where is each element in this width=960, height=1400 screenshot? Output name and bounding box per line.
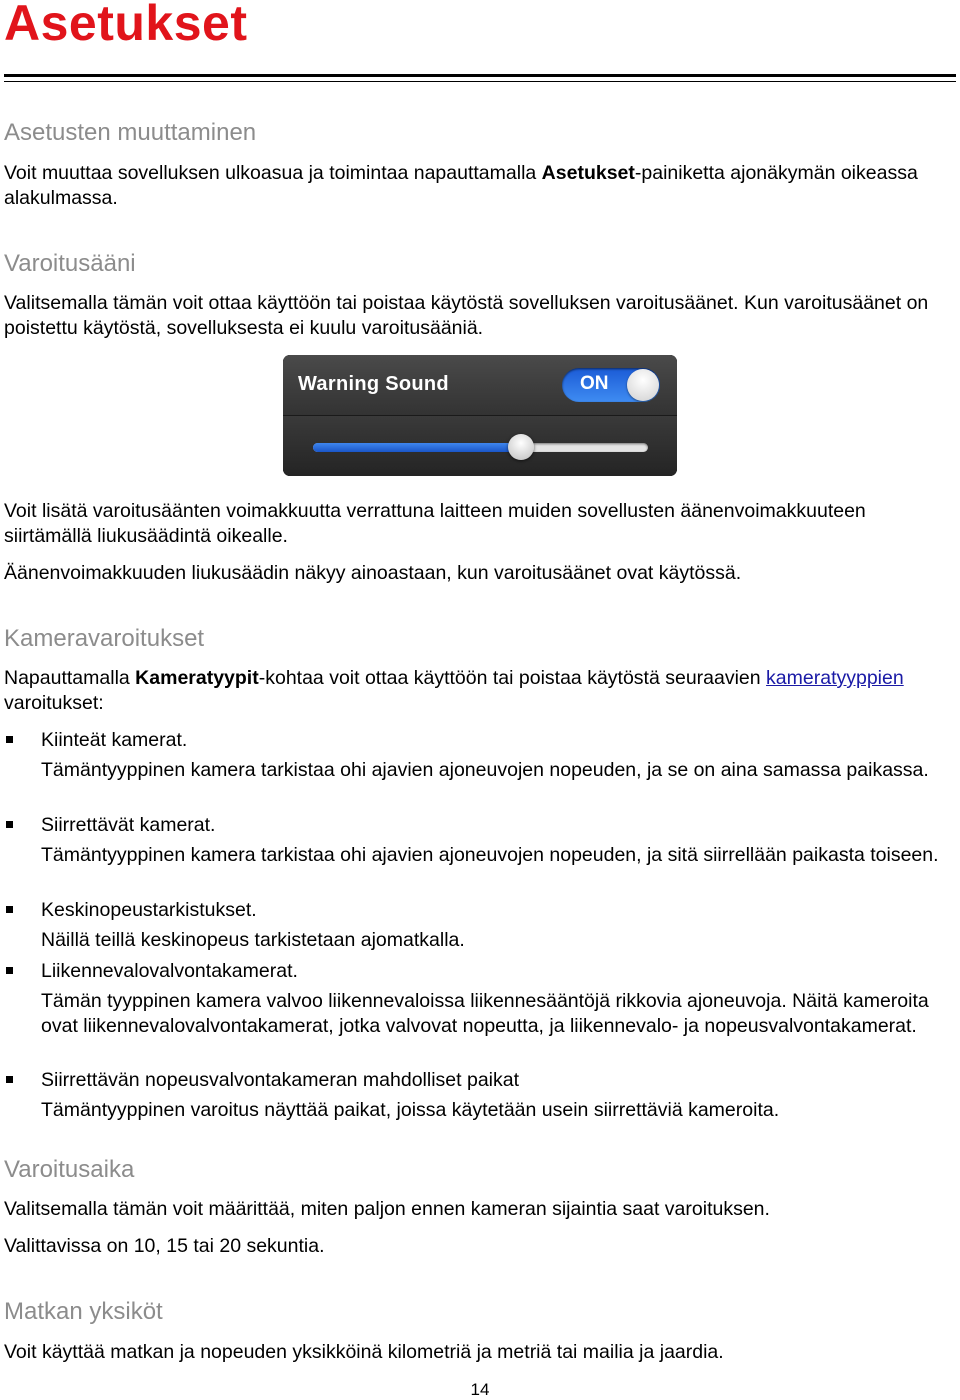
bullet-icon: [6, 967, 13, 974]
paragraph-warning-sound-3: Äänenvoimakkuuden liukusäädin näkyy ainoastaan, kun varoitusäänet ovat käytössä.: [4, 562, 742, 584]
list-item-desc: Tämäntyyppinen kamera tarkistaa ohi ajavien ajoneuvojen nopeuden, ja se on aina samassa paikassa.: [41, 759, 929, 781]
heading-warning-sound: Varoitusääni: [4, 250, 136, 277]
bullet-icon: [6, 1076, 13, 1083]
text: -kohtaa voit ottaa käyttöön tai poistaa käytöstä seuraavien: [258, 667, 767, 689]
toggle-knob: [627, 369, 659, 401]
paragraph-camera-warnings: [4, 666, 944, 716]
page-number: 14: [470, 1380, 490, 1399]
text: -painiketta ajonäkymän oikeassa alakulmassa.: [4, 162, 918, 209]
bullet-icon: [6, 906, 13, 913]
volume-slider-fill: [313, 443, 521, 452]
text: varoitukset:: [4, 692, 104, 714]
volume-slider-knob[interactable]: [508, 434, 534, 460]
list-item-title: Kiinteät kamerat.: [41, 729, 188, 751]
volume-slider[interactable]: [313, 443, 648, 452]
paragraph-warning-sound-2: Voit lisätä varoitusäänten voimakkuutta verrattuna laitteen muiden sovellusten äänenvoimakkuuteen siirtämällä liukusäädintä oikealle.: [4, 500, 866, 547]
paragraph-warning-time-1: Valitsemalla tämän voit määrittää, miten paljon ennen kameran sijaintia saat varoituksen.: [4, 1198, 770, 1220]
camera-types-bold-term: Kameratyypit: [135, 667, 259, 689]
paragraph-settings-change: [4, 161, 944, 211]
text: Napauttamalla: [4, 667, 136, 689]
warning-sound-row: [283, 355, 677, 416]
page-title: Asetukset: [4, 0, 248, 51]
heading-camera-warnings: Kameravaroitukset: [4, 625, 205, 652]
warning-sound-widget: [283, 355, 677, 476]
paragraph-travel-units: Voit käyttää matkan ja nopeuden yksikköinä kilometriä ja metriä tai mailia ja jaardia.: [4, 1341, 724, 1363]
list-item-desc: Tämäntyyppinen kamera tarkistaa ohi ajavien ajoneuvojen nopeuden, ja sitä siirrellään paikasta toiseen.: [41, 844, 939, 866]
list-item-desc: Näillä teillä keskinopeus tarkistetaan ajomatkalla.: [41, 929, 465, 951]
warning-sound-label: Warning Sound: [298, 373, 449, 395]
paragraph-warning-sound-1: Valitsemalla tämän voit ottaa käyttöön tai poistaa käytöstä sovelluksen varoitusäänet. Kun varoitusäänet on poistettu käytöstä, sovelluksesta ei kuulu varoitusääniä.: [4, 292, 929, 339]
heading-warning-time: Varoitusaika: [4, 1156, 135, 1183]
title-divider: [4, 74, 956, 82]
list-item-title: Siirrettävän nopeusvalvontakameran mahdolliset paikat: [41, 1069, 520, 1091]
bullet-icon: [6, 821, 13, 828]
heading-travel-units: Matkan yksiköt: [4, 1298, 163, 1325]
heading-settings-change: Asetusten muuttaminen: [4, 119, 257, 146]
list-item-title: Keskinopeustarkistukset.: [41, 899, 257, 921]
volume-row: [283, 416, 677, 476]
list-item-title: Liikennevalovalvontakamerat.: [41, 960, 298, 982]
warning-sound-toggle[interactable]: [562, 368, 660, 402]
camera-types-link[interactable]: kameratyyppien: [766, 667, 904, 689]
list-item-desc: Tämäntyyppinen varoitus näyttää paikat, joissa käytetään usein siirrettäviä kameroita.: [41, 1099, 780, 1121]
list-item-title: Siirrettävät kamerat.: [41, 814, 216, 836]
paragraph-warning-time-2: Valittavissa on 10, 15 tai 20 sekuntia.: [4, 1235, 325, 1257]
bullet-icon: [6, 736, 13, 743]
text: Voit muuttaa sovelluksen ulkoasua ja toimintaa napauttamalla: [4, 162, 542, 184]
settings-bold-term: Asetukset: [541, 162, 635, 184]
list-item-desc: Tämän tyyppinen kamera valvoo liikennevaloissa liikennesääntöjä rikkovia ajoneuvoja. Näitä kameroita ovat liikennevalovalvontakamerat, jotka valvovat nopeutta, ja liikennevalo- ja nopeusvalvontakamerat.: [41, 990, 929, 1037]
toggle-on-label: ON: [580, 373, 609, 394]
